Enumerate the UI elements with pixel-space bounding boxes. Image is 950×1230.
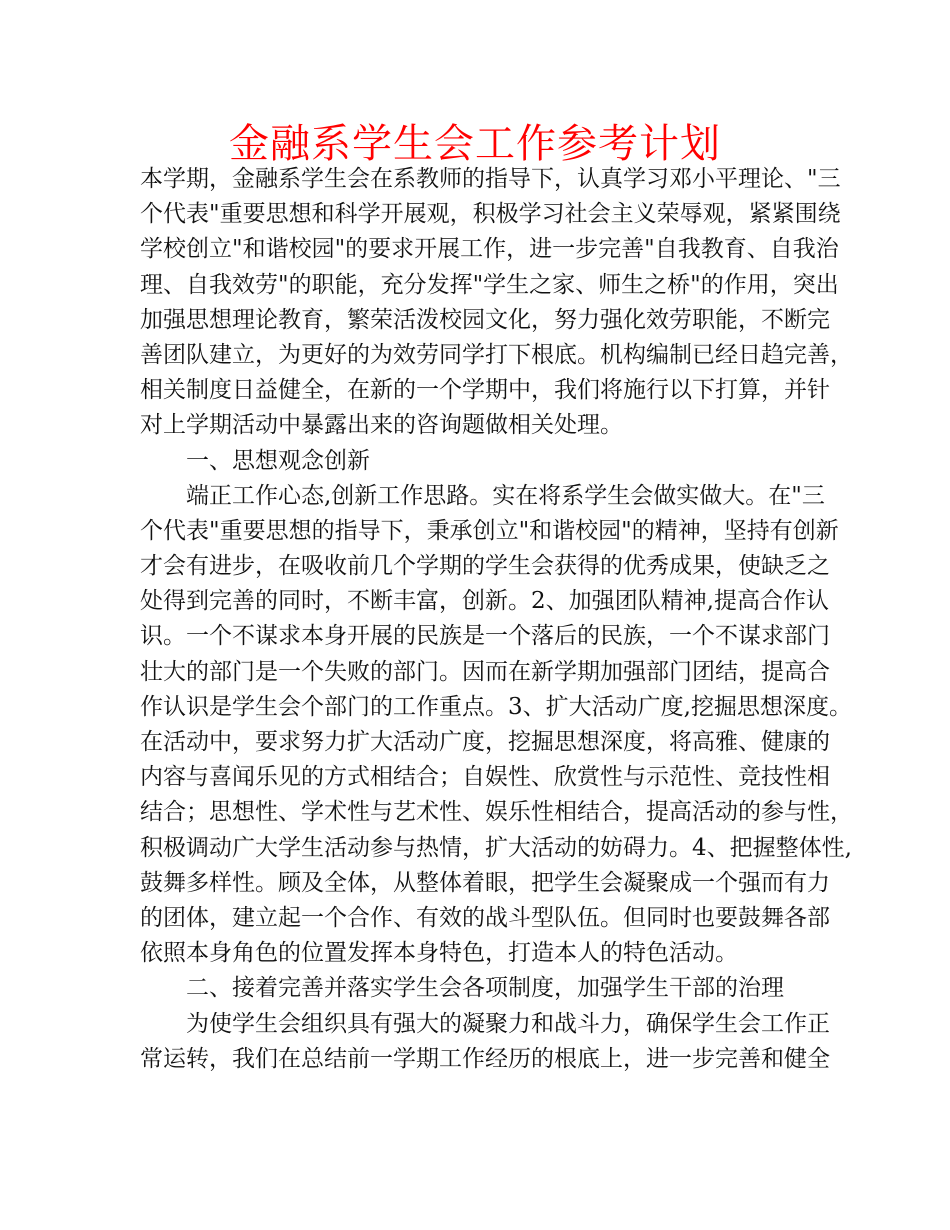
text-line: 鼓舞多样性。顾及全体，从整体着眼，把学生会凝聚成一个强而有力: [140, 869, 830, 896]
text-line: 内容与喜闻乐见的方式相结合；自娱性、欣赏性与示范性、竞技性相: [140, 764, 830, 791]
text-line: 才会有进步，在吸收前几个学期的学生会获得的优秀成果，使缺乏之: [140, 553, 830, 580]
text-line: 识。一个不谋求本身开展的民族是一个落后的民族，一个不谋求部门: [140, 623, 830, 650]
text-line: 作认识是学生会个部门的工作重点。3、扩大活动广度,挖掘思想深度。: [140, 693, 852, 720]
text-line: 结合；思想性、学术性与艺术性、娱乐性相结合，提高活动的参与性，: [140, 799, 853, 826]
text-line: 积极调动广大学生活动参与热情，扩大活动的妨碍力。4、把握整体性,: [140, 834, 852, 861]
document-body: [140, 162, 853, 1077]
text-line: 一、思想观念创新: [186, 447, 370, 474]
text-line: 个代表"重要思想和科学开展观，积极学习社会主义荣辱观，紧紧围绕: [140, 201, 841, 228]
text-line: 在活动中，要求努力扩大活动广度，挖掘思想深度，将高雅、健康的: [140, 729, 830, 755]
text-line: 的团体，建立起一个合作、有效的战斗型队伍。但同时也要鼓舞各部: [140, 904, 830, 931]
text-line: 处得到完善的同时，不断丰富，创新。2、加强团队精神,提高合作认: [140, 588, 829, 615]
text-line: 常运转，我们在总结前一学期工作经历的根底上，进一步完善和健全: [140, 1045, 830, 1072]
text-line: 依照本身角色的位置发挥本身特色，打造本人的特色活动。: [140, 940, 738, 967]
text-line: 壮大的部门是一个失败的部门。因而在新学期加强部门团结，提高合: [140, 658, 830, 685]
text-line: 为使学生会组织具有强大的凝聚力和战斗力，确保学生会工作正: [186, 1010, 830, 1037]
text-line: 善团队建立，为更好的为效劳同学打下根底。机构编制已经日趋完善，: [140, 341, 853, 368]
text-line: 理、自我效劳"的职能，充分发挥"学生之家、师生之桥"的作用，突出: [140, 271, 839, 298]
text-line: 本学期，金融系学生会在系教师的指导下，认真学习邓小平理论、"三: [140, 166, 841, 192]
text-line: 端正工作心态,创新工作思路。实在将系学生会做实做大。在"三: [186, 482, 825, 509]
text-line: 个代表"重要思想的指导下，秉承创立"和谐校园"的精神，坚持有创新: [140, 517, 839, 544]
document-title: 金融系学生会工作参考计划: [229, 121, 721, 167]
text-line: 学校创立"和谐校园"的要求开展工作，进一步完善"自我教育、自我治: [140, 236, 839, 263]
text-line: 加强思想理论教育，繁荣活泼校园文化，努力强化效劳职能，不断完: [140, 306, 830, 333]
text-line: 相关制度日益健全，在新的一个学期中，我们将施行以下打算，并针: [140, 377, 830, 404]
text-line: 对上学期活动中暴露出来的咨询题做相关处理。: [140, 412, 623, 439]
text-line: 二、接着完善并落实学生会各项制度，加强学生干部的治理: [186, 975, 784, 1002]
